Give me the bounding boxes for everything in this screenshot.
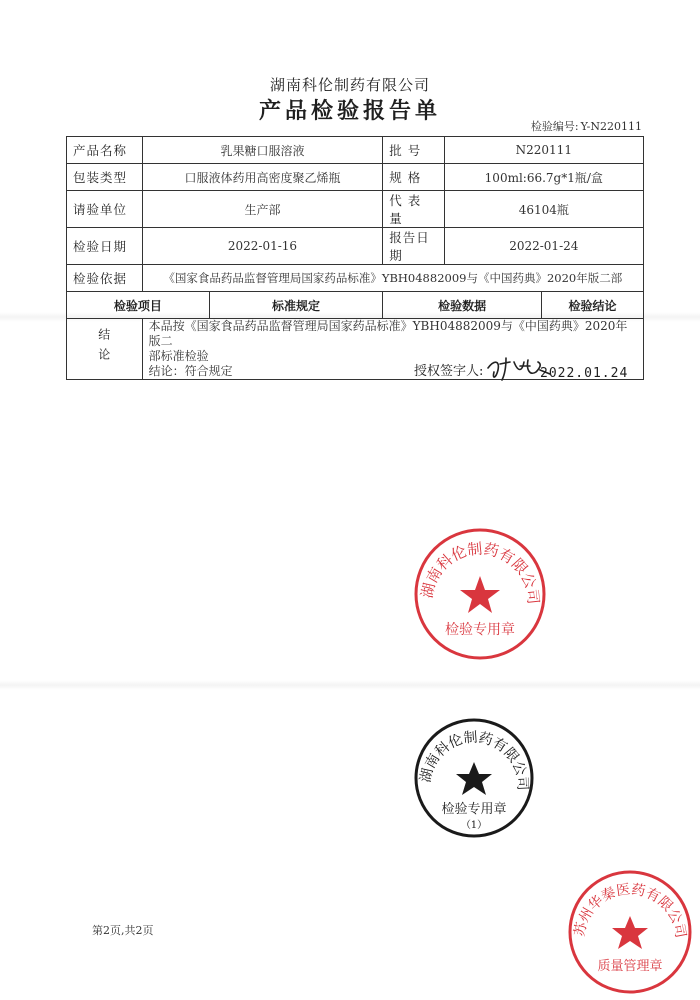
spec-value: 100ml:66.7g*1瓶/盒 — [444, 164, 643, 191]
report-number-value: Y-N220111 — [580, 120, 642, 133]
report-number — [529, 118, 642, 134]
inspection-seal-black — [412, 716, 536, 840]
seal-subtitle: 检验专用章 — [441, 802, 507, 817]
product-name-value: 乳果糖口服溶液 — [142, 137, 383, 164]
conclusion-label-cell — [67, 319, 143, 380]
seal-text: 湖南科伦制药有限公司 — [417, 539, 543, 606]
package-value: 口服液体药用高密度聚乙烯瓶 — [142, 164, 383, 191]
company-name: 湖南科伦制药有限公司 — [269, 76, 430, 94]
signatory-label: 授权签字人: — [414, 364, 484, 379]
table-row — [67, 265, 644, 292]
sample-value: 46104瓶 — [444, 191, 643, 228]
requester-value: 生产部 — [142, 191, 383, 228]
scan-artifact — [0, 680, 700, 690]
spec-label: 规 格 — [383, 164, 444, 191]
table-row — [67, 164, 644, 191]
column-header-row — [67, 292, 644, 319]
seal-number: （1） — [460, 820, 488, 831]
report-date-label: 报告日期 — [383, 228, 444, 265]
conclusion-line: 结论：符合规定 — [148, 364, 233, 378]
signature-date: 2022.01.24 — [540, 366, 629, 381]
conclusion-label: 结论 — [96, 327, 111, 368]
batch-label: 批 号 — [383, 137, 444, 164]
inspection-seal-red — [410, 524, 550, 664]
column-header-item: 检验项目 — [67, 292, 210, 319]
seal-text: 湖南科伦制药有限公司 — [417, 729, 531, 791]
basis-value: 《国家食品药品监督管理局国家药品标准》YBH04882009与《中国药典》2020年版二部 — [142, 265, 643, 292]
test-date-value: 2022-01-16 — [142, 228, 383, 265]
report-table — [66, 136, 644, 380]
test-date-label: 检验日期 — [67, 228, 143, 265]
conclusion-line: 部标准检验 — [148, 349, 209, 363]
conclusion-line: 本品按《国家食品药品监督管理局国家药品标准》YBH04882009与《中国药典》2020年版二 — [148, 319, 628, 348]
document-title: 产品检验报告单 — [258, 99, 441, 124]
sample-label: 代 表 量 — [383, 191, 444, 228]
batch-value: N220111 — [444, 137, 643, 164]
basis-label: 检验依据 — [67, 265, 143, 292]
table-row — [67, 191, 644, 228]
table-row — [67, 137, 644, 164]
requester-label: 请验单位 — [67, 191, 143, 228]
seal-subtitle: 质量管理章 — [597, 959, 663, 974]
product-name-label: 产品名称 — [67, 137, 143, 164]
quality-seal-red — [566, 868, 694, 996]
report-number-label: 检验编号: — [530, 120, 579, 133]
column-header-data: 检验数据 — [383, 292, 542, 319]
table-row — [67, 228, 644, 265]
seal-text: 苏州华秦医药有限公司 — [571, 881, 689, 940]
package-label: 包装类型 — [67, 164, 143, 191]
column-header-standard: 标准规定 — [209, 292, 383, 319]
report-date-value: 2022-01-24 — [444, 228, 643, 265]
seal-subtitle: 检验专用章 — [445, 622, 515, 638]
column-header-result: 检验结论 — [542, 292, 644, 319]
page-number: 第2页,共2页 — [92, 924, 154, 937]
